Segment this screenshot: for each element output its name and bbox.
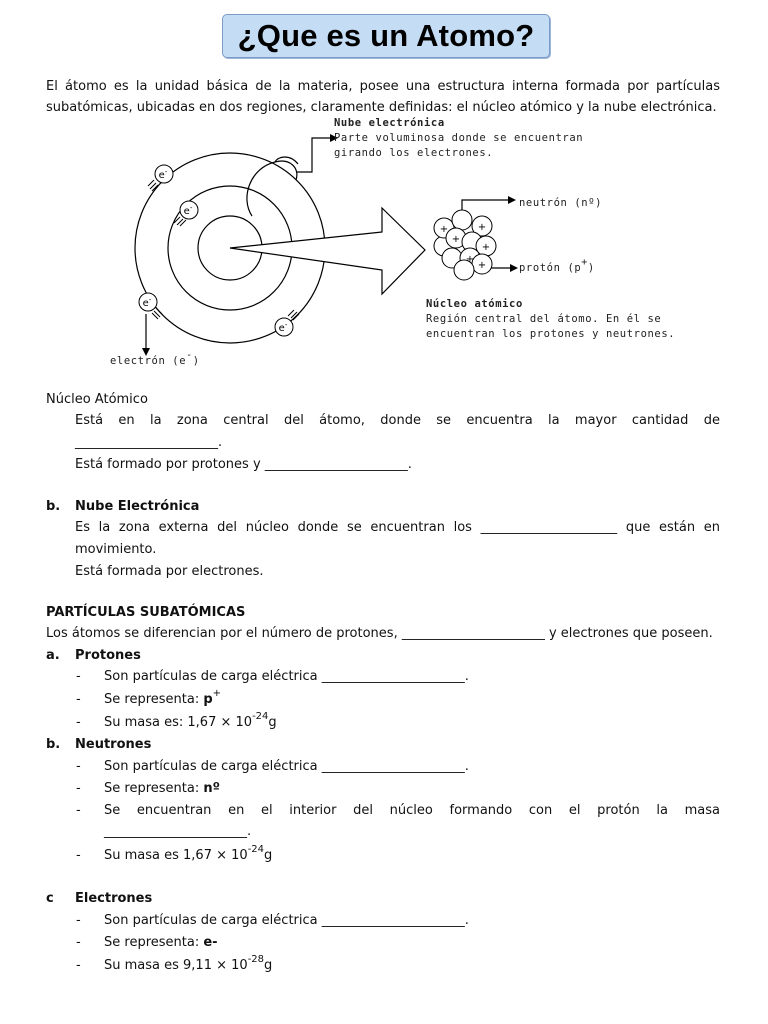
bullet-dash: - (76, 803, 81, 818)
neutrones-letter: b. (46, 737, 61, 752)
bullet-dash: - (76, 692, 81, 707)
electrones-item3: Su masa es $9,11 \times 10^{-28}g$ (104, 953, 273, 973)
cloud-bubble (247, 161, 297, 216)
bullet-dash: - (76, 759, 81, 774)
svg-text:e-: e- (183, 204, 193, 217)
electrones-heading: Electrones (75, 891, 153, 906)
bullet-dash: - (76, 848, 81, 863)
big-arrow (230, 208, 425, 294)
neutrones-item4: Su masa es $1,67 \times 10^{-24}g$ (104, 843, 273, 863)
neutron-label: neutrón (nº) (519, 197, 603, 209)
particulas-intro: Los átomos se diferencian por el número de protones, ______________________ y electrones que poseen. (46, 626, 713, 641)
svg-text:+: + (451, 234, 461, 245)
nucleo-heading: Núcleo Atómico (46, 392, 148, 407)
nube-line1: Es la zona externa del núcleo donde se encuentran los _____________________ que están en (75, 520, 720, 535)
nube-heading: Nube Electrónica (75, 499, 200, 514)
proton-label: protón (p+) (519, 256, 595, 274)
electron-label: electrón (e-) (110, 349, 200, 367)
protones-item3: Su masa es: $1,67 \times 10^{-24}g$ (104, 710, 277, 730)
electrones-letter: c (46, 891, 54, 906)
neutrones-item2: Se representa: nº (104, 781, 220, 796)
bullet-dash: - (76, 958, 81, 973)
protones-heading: Protones (75, 648, 141, 663)
svg-text:+: + (477, 222, 487, 233)
nucleo-line2: ______________________. (75, 435, 223, 450)
neutrones-item3-line1: Se encuentran en el interior del núcleo formando con el protón la masa (104, 803, 720, 818)
particulas-heading: PARTÍCULAS SUBATÓMICAS (46, 605, 246, 620)
neutrones-heading: Neutrones (75, 737, 152, 752)
nucleus-label: Núcleo atómico Región central del átomo. En él se encuentran los protones y neutrones. (426, 298, 676, 340)
nube-line3: Está formada por electrones. (75, 564, 264, 579)
svg-text:+: + (465, 254, 475, 265)
protones-letter: a. (46, 648, 60, 663)
electrones-item1: Son partículas de carga eléctrica ______________________. (104, 913, 469, 928)
nucleo-line1: Está en la zona central del átomo, donde se encuentra la mayor cantidad de (75, 413, 720, 428)
svg-text:e-: e- (158, 168, 168, 181)
title-box (222, 14, 550, 58)
protones-item1: Son partículas de carga eléctrica ______________________. (104, 669, 469, 684)
bullet-dash: - (76, 715, 81, 730)
page-title: ¿Que es un Atomo? (237, 18, 535, 53)
nucleo-line3: Está formado por protones y ______________________. (75, 457, 412, 472)
intro-paragraph: El átomo es la unidad básica de la materia, posee una estructura interna formada por partículas subatómicas, ubicadas en dos regiones, claramente definidas: el núcleo atómico y la nube electrónica. (46, 79, 720, 115)
svg-text:+: + (477, 260, 487, 271)
bullet-dash: - (76, 935, 81, 950)
cloud-label: Nube electrónica Parte voluminosa donde se encuentran girando los electrones. (334, 117, 584, 159)
svg-text:e-: e- (142, 296, 152, 309)
nube-line2: movimiento. (75, 542, 157, 557)
nube-letter: b. (46, 499, 61, 514)
electrones-item2: Se representa: e- (104, 935, 218, 950)
bullet-dash: - (76, 781, 81, 796)
svg-text:e-: e- (278, 321, 288, 334)
protones-item2: Se representa: p+ (104, 687, 222, 707)
bullet-dash: - (76, 913, 81, 928)
neutrones-item1: Son partículas de carga eléctrica ______________________. (104, 759, 469, 774)
svg-text:+: + (439, 224, 449, 235)
neutrones-item3-line2: ______________________. (104, 824, 252, 839)
svg-text:+: + (481, 242, 491, 253)
bullet-dash: - (76, 669, 81, 684)
